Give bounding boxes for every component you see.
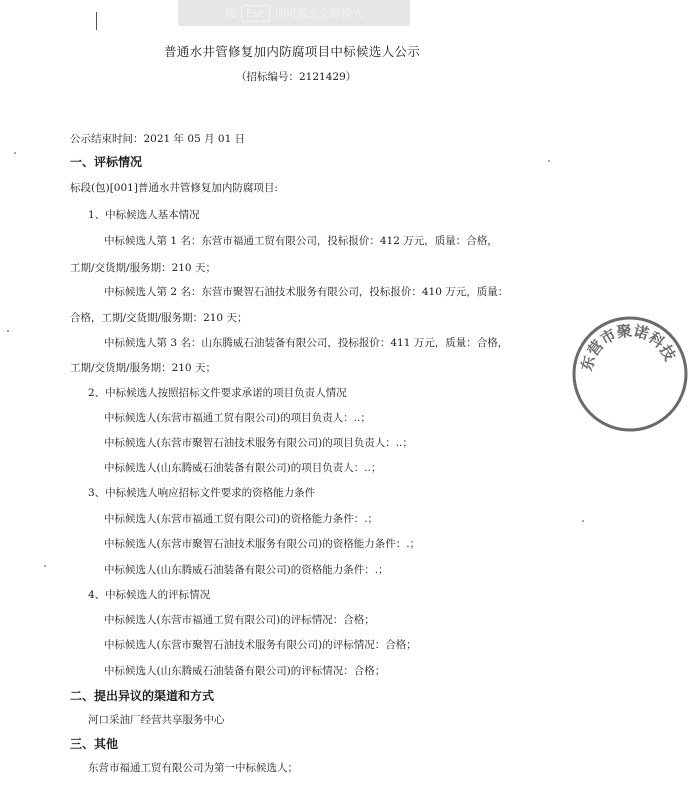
- scan-speck: [14, 152, 16, 154]
- subsection-2: 2、中标候选人按照招标文件要求承诺的项目负责人情况: [88, 387, 347, 399]
- section-1-heading: 一、评标情况: [70, 155, 143, 169]
- subsection-4: 4、中标候选人的评标情况: [88, 589, 211, 601]
- esc-key-badge[interactable]: Esc: [241, 5, 270, 22]
- evaluation-2: 中标候选人(东营市聚智石油技术服务有限公司)的评标情况：合格；: [104, 639, 417, 651]
- qualification-2: 中标候选人(东营市聚智石油技术服务有限公司)的资格能力条件：.；: [104, 538, 421, 550]
- bid-number: （招标编号：2121429）: [236, 71, 357, 83]
- publish-end-time: 公示结束时间：2021 年 05 月 01 日: [70, 133, 246, 145]
- scan-speck: [582, 520, 584, 522]
- project-manager-1: 中标候选人(东营市福通工贸有限公司)的项目负责人：..；: [104, 412, 371, 424]
- section-3-body: 东营市福通工贸有限公司为第一中标候选人；: [88, 762, 298, 774]
- margin-mark: [96, 12, 97, 30]
- subsection-3: 3、中标候选人响应招标文件要求的资格能力条件: [88, 487, 316, 499]
- scan-speck: [548, 160, 550, 162]
- seal-graphic: [570, 314, 690, 434]
- company-seal: [562, 310, 679, 440]
- lot-line: 标段(包)[001]普通水井管修复加内防腐项目:: [70, 182, 278, 194]
- candidate-3-line-a: 中标候选人第 3 名：山东腾威石油装备有限公司，投标报价：411 万元，质量：合格，: [104, 337, 509, 349]
- candidate-2-line-b: 合格，工期/交货期/服务期：210 天；: [70, 312, 248, 324]
- subsection-1: 1、中标候选人基本情况: [88, 209, 200, 221]
- candidate-1-line-a: 中标候选人第 1 名：东营市福通工贸有限公司，投标报价：412 万元，质量：合格，: [104, 235, 498, 247]
- page-title: 普通水井管修复加内防腐项目中标候选人公示: [164, 44, 421, 59]
- candidate-3-line-b: 工期/交货期/服务期：210 天；: [70, 362, 216, 374]
- fullscreen-exit-hint: [178, 0, 410, 26]
- qualification-3: 中标候选人(山东腾威石油装备有限公司)的资格能力条件：.；: [104, 564, 389, 576]
- candidate-1-line-b: 工期/交货期/服务期：210 天；: [70, 262, 216, 274]
- candidate-2-line-a: 中标候选人第 2 名：东营市聚智石油技术服务有限公司，投标报价：410 万元，质量：: [104, 286, 509, 298]
- hint-prefix: 按: [225, 7, 237, 20]
- scan-speck: [44, 565, 46, 567]
- evaluation-3: 中标候选人(山东腾威石油装备有限公司)的评标情况：合格；: [104, 665, 386, 677]
- qualification-1: 中标候选人(东营市福通工贸有限公司)的资格能力条件：.；: [104, 513, 379, 525]
- seal-text: 东营市聚诺科技: [577, 321, 679, 373]
- project-manager-3: 中标候选人(山东腾威石油装备有限公司)的项目负责人：..；: [104, 462, 382, 474]
- scan-speck: [7, 330, 9, 332]
- evaluation-1: 中标候选人(东营市福通工贸有限公司)的评标情况：合格；: [104, 614, 375, 626]
- project-manager-2: 中标候选人(东营市聚智石油技术服务有限公司)的项目负责人：..；: [104, 437, 413, 449]
- section-2-body: 河口采油厂经营共享服务中心: [88, 714, 225, 726]
- section-3-heading: 三、其他: [70, 737, 119, 751]
- hint-suffix: 即可退出全屏模式: [274, 7, 363, 20]
- section-2-heading: 二、提出异议的渠道和方式: [70, 689, 215, 703]
